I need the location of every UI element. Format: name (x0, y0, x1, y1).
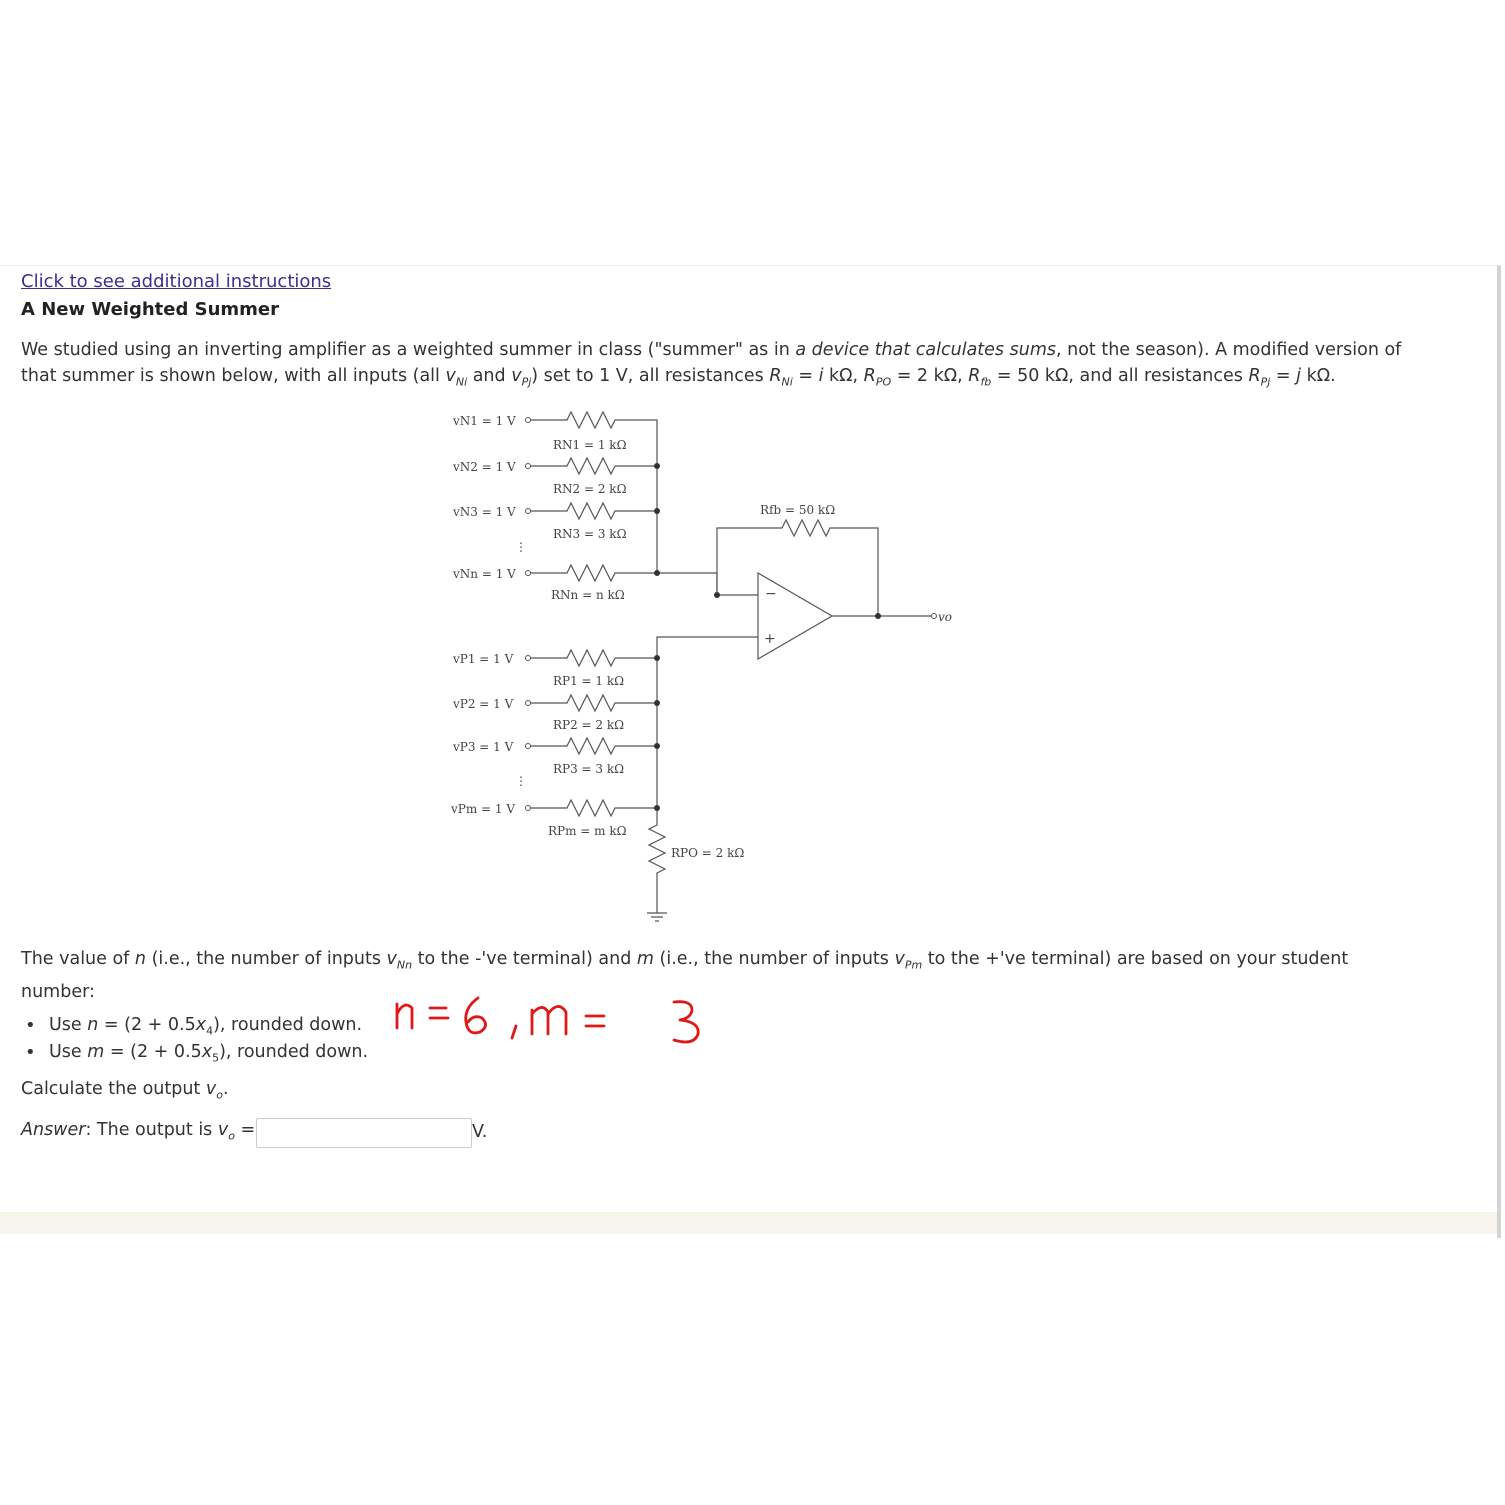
label-vn3: vN3 = 1 V (453, 505, 516, 519)
intro-paragraph: We studied using an inverting amplifier as a weighted summer in class ("summer" as in a device that calculates sums, not the season). A modified version of that summer is shown below, with all inputs (all $v_{Ni}$ and $v_{Pj}$) set to 1 V, all resistances $R_{Ni} = i$ kΩ, $R_{PO} = 2$ kΩ, $R_{fb} = 50$ kΩ, and all resistances $R_{Pj} = j$ kΩ. (21, 340, 1402, 389)
summer-circuit-diagram (440, 405, 970, 925)
label-vp-dots: ⋮ (515, 774, 527, 788)
label-vn2: vN2 = 1 V (453, 460, 516, 474)
value-paragraph: The value of n (i.e., the number of inputs $v_{Nn}$ to the -'ve terminal) and m (i.e., the number of inputs $v_{Pm}$ to the +'ve terminal) are based on your student number: (21, 949, 1349, 1002)
label-rpo: RPO = 2 kΩ (671, 846, 745, 860)
answer-unit: V. (472, 1122, 488, 1142)
label-rp2: RP2 = 2 kΩ (553, 718, 625, 732)
rule-m: • Use $m = (2 + 0.5x_5)$, rounded down. (21, 1039, 368, 1066)
label-rn2: RN2 = 2 kΩ (553, 482, 627, 496)
label-vp1: vP1 = 1 V (453, 652, 514, 666)
calculate-instruction: Calculate the output $v_o$. (21, 1079, 229, 1102)
opamp-minus: − (765, 586, 777, 602)
label-rfb: Rfb = 50 kΩ (760, 503, 836, 517)
label-vnn: vNn = 1 V (453, 567, 516, 581)
label-vn-dots: ⋮ (515, 540, 527, 554)
handwritten-note (388, 990, 718, 1050)
additional-instructions-link[interactable]: Click to see additional instructions (21, 271, 332, 292)
answer-input[interactable] (256, 1118, 472, 1148)
label-rnn: RNn = n kΩ (551, 588, 625, 602)
answer-label: Answer: The output is $v_o$ = (21, 1120, 256, 1143)
footer-bar (0, 1212, 1497, 1234)
label-rn3: RN3 = 3 kΩ (553, 527, 627, 541)
label-vp2: vP2 = 1 V (453, 697, 514, 711)
label-vp3: vP3 = 1 V (453, 740, 514, 754)
rules-list (21, 1012, 368, 1066)
label-vo: vo (938, 610, 953, 624)
opamp-plus: + (764, 631, 776, 647)
label-vpm: vPm = 1 V (451, 802, 516, 816)
label-rp3: RP3 = 3 kΩ (553, 762, 625, 776)
question-title: A New Weighted Summer (21, 299, 279, 320)
label-rp1: RP1 = 1 kΩ (553, 674, 625, 688)
label-vn1: vN1 = 1 V (453, 414, 516, 428)
rule-n: • Use $n = (2 + 0.5x_4)$, rounded down. (21, 1012, 368, 1039)
label-rpm: RPm = m kΩ (548, 824, 627, 838)
label-rn1: RN1 = 1 kΩ (553, 438, 627, 452)
